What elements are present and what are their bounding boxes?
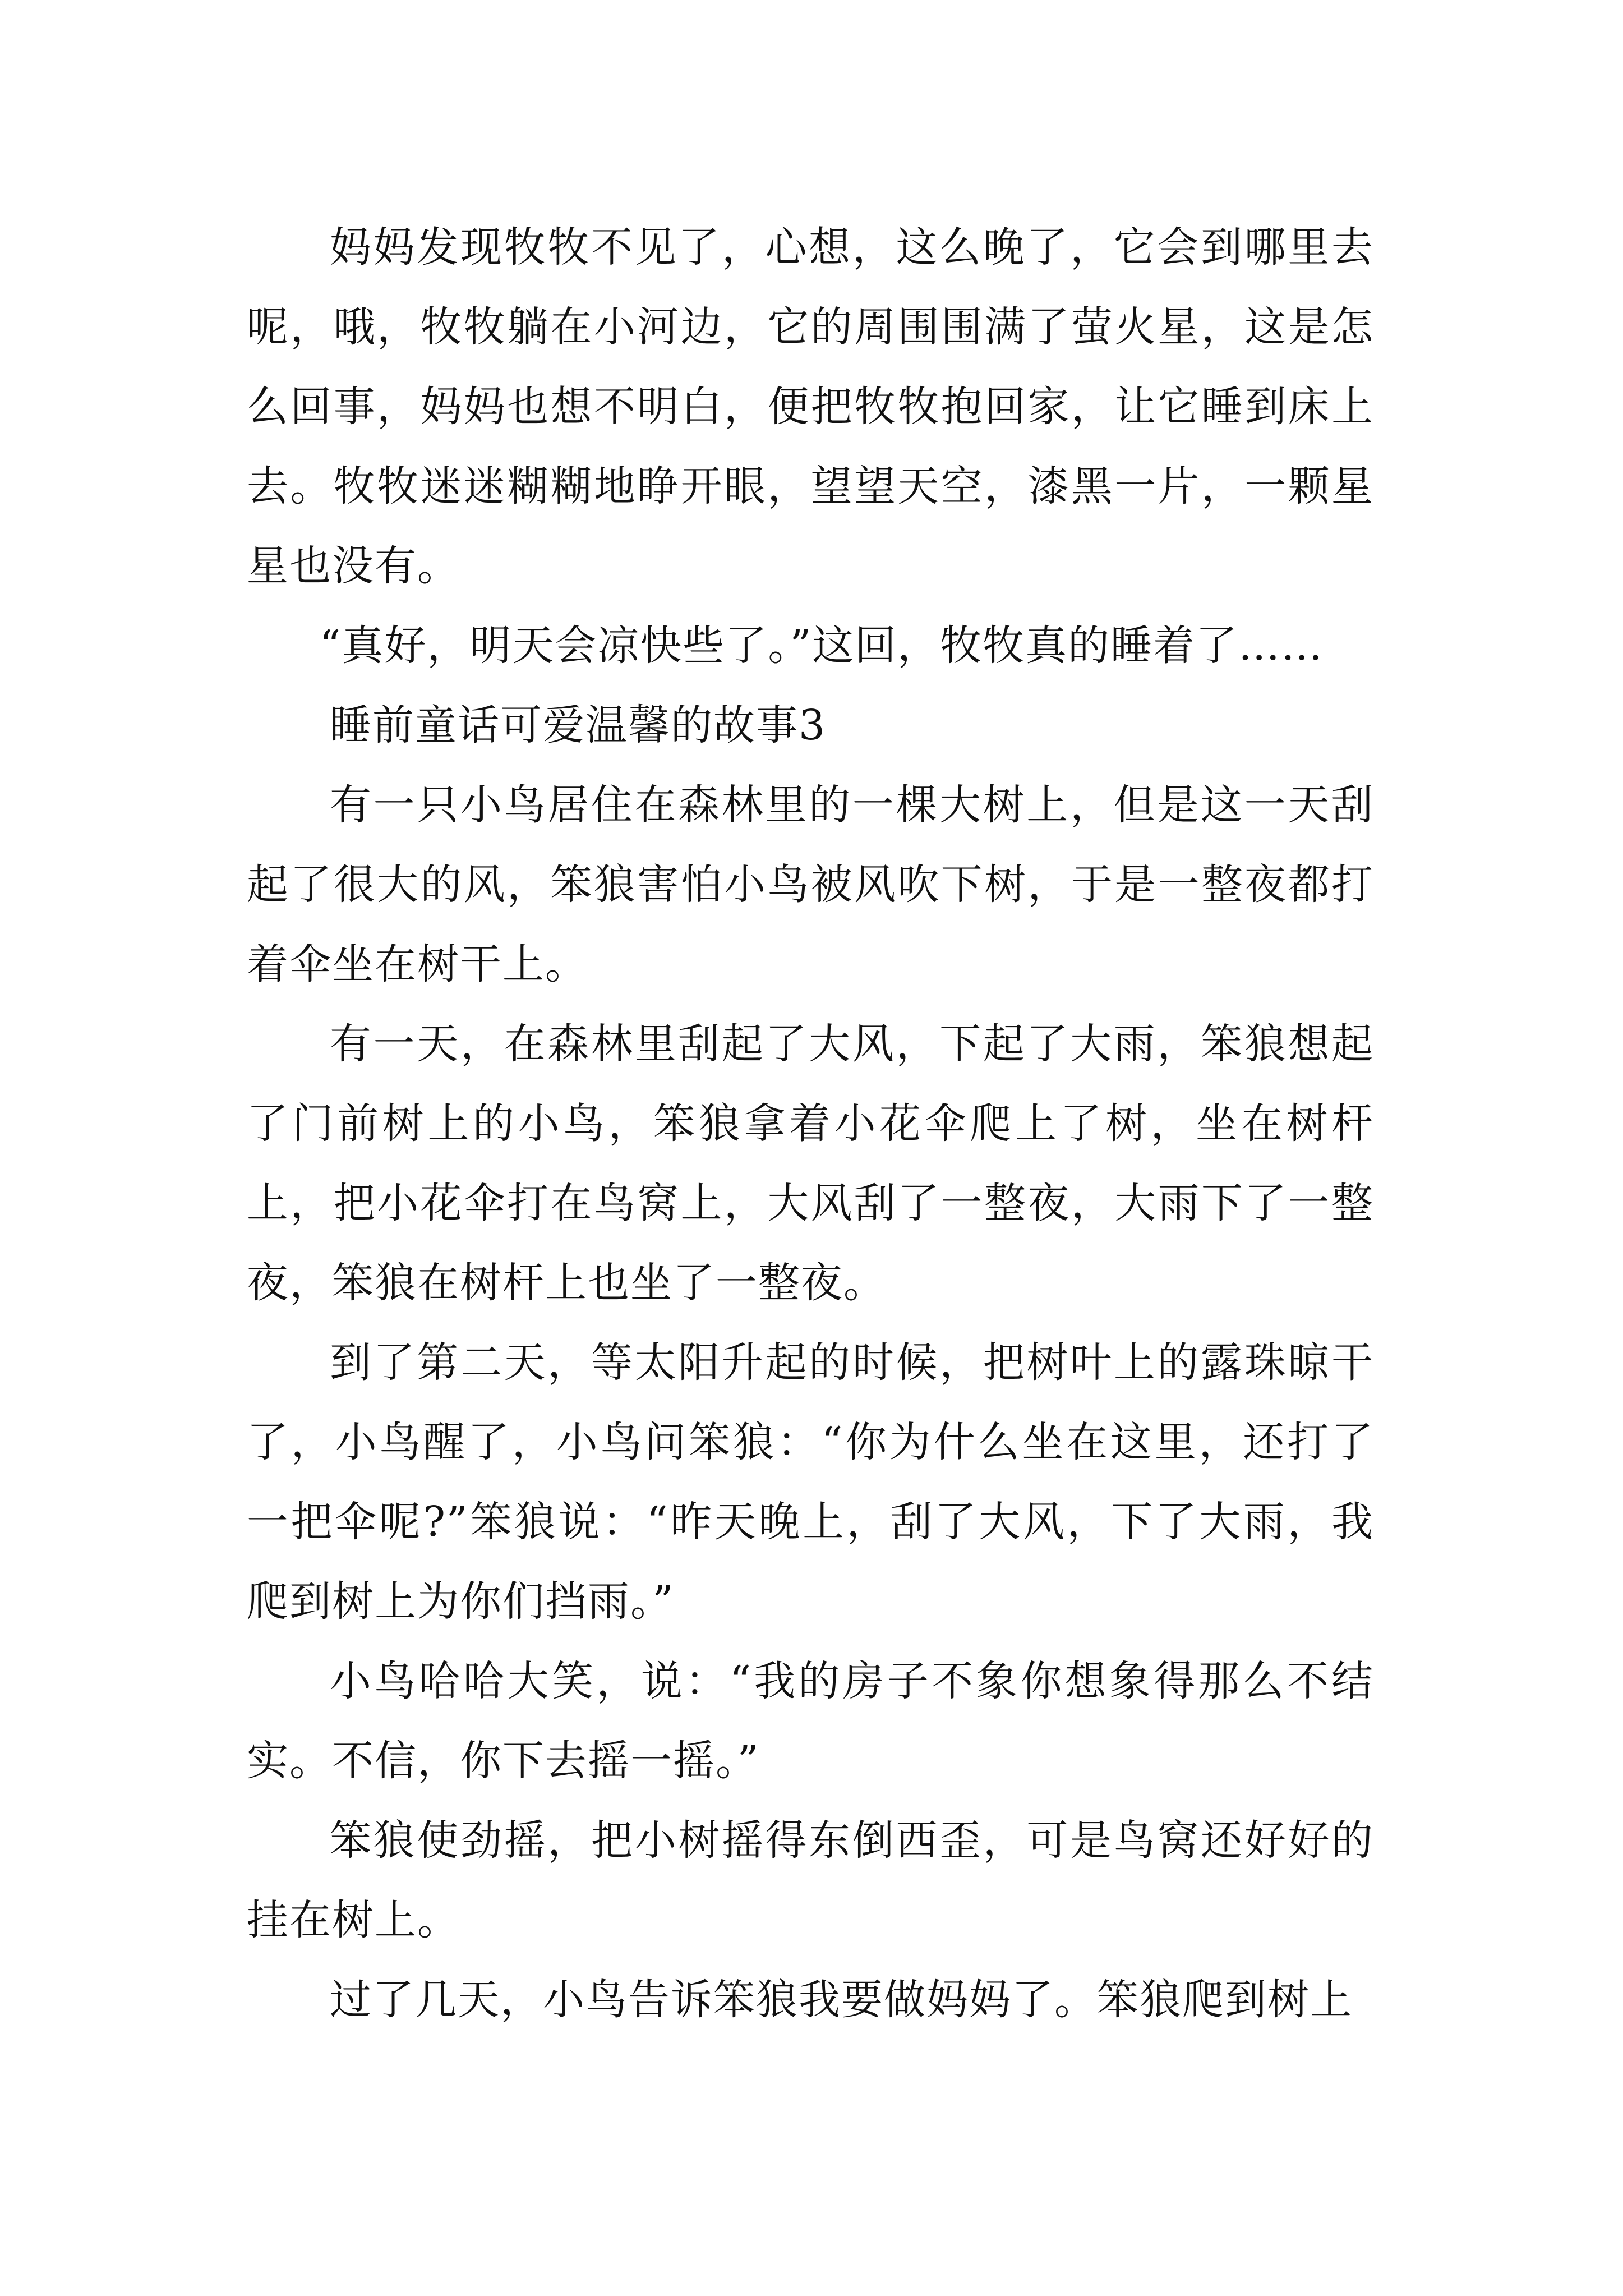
- section-heading: 睡前童话可爱温馨的故事3: [330, 701, 827, 749]
- paragraph: 过了几天，小鸟告诉笨狼我要做妈妈了。笨狼爬到树上: [330, 1976, 1353, 2024]
- paragraph: 到了第二天，等太阳升起的时候，把树叶上的露珠晾干了，小鸟醒了，小鸟问笨狼：“你为什么坐在这里，还打了一把伞呢?”笨狼说：“昨天晚上，刮了大风，下了大雨，我爬到树上为你们挡雨。”: [247, 1338, 1374, 1626]
- paragraph: “真好，明天会凉快些了。”这回，牧牧真的睡着了……: [319, 622, 1324, 670]
- paragraph: 笨狼使劲摇，把小树摇得东倒西歪，可是鸟窝还好好的挂在树上。: [247, 1816, 1374, 1944]
- document-page: [247, 208, 1374, 2040]
- paragraph: 妈妈发现牧牧不见了，心想，这么晚了，它会到哪里去呢，哦，牧牧躺在小河边，它的周围围满了萤火星，这是怎么回事，妈妈也想不明白，便把牧牧抱回家，让它睡到床上去。牧牧迷迷糊糊地睁开眼，望望天空，漆黑一片，一颗星星也没有。: [247, 223, 1374, 590]
- paragraph: 有一天，在森林里刮起了大风，下起了大雨，笨狼想起了门前树上的小鸟，笨狼拿着小花伞爬上了树，坐在树杆上，把小花伞打在鸟窝上，大风刮了一整夜，大雨下了一整夜，笨狼在树杆上也坐了一整夜。: [247, 1020, 1374, 1307]
- paragraph: 有一只小鸟居住在森林里的一棵大树上，但是这一天刮起了很大的风，笨狼害怕小鸟被风吹下树，于是一整夜都打着伞坐在树干上。: [247, 781, 1374, 988]
- paragraph: 小鸟哈哈大笑，说：“我的房子不象你想象得那么不结实。不信，你下去摇一摇。”: [247, 1657, 1374, 1785]
